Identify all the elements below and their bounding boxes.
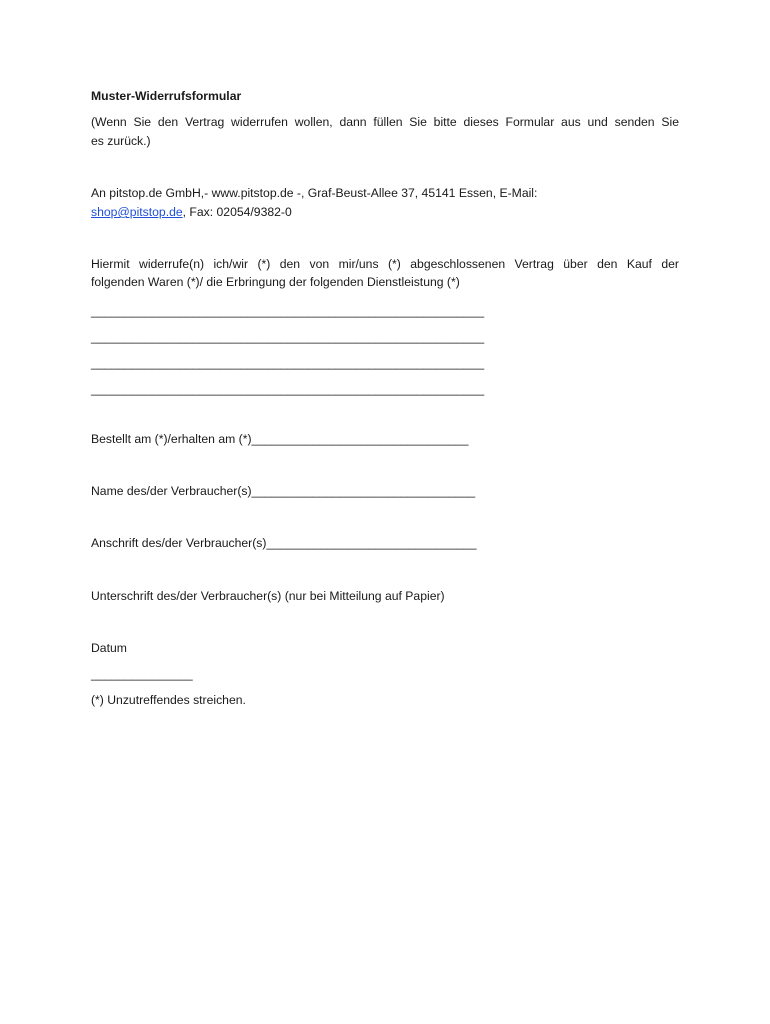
blank-line-2: __________________________________________________________ — [91, 330, 485, 344]
intro-text-line-1: (Wenn Sie den Vertrag widerrufen wollen, dann füllen Sie bitte dieses Formular aus und senden Sie — [91, 115, 679, 129]
ordered-received-field: Bestellt am (*)/erhalten am (*)________________________________ — [91, 432, 469, 446]
footnote: (*) Unzutreffendes streichen. — [91, 693, 246, 707]
intro-text-line-2: es zurück.) — [91, 134, 151, 148]
date-line: _______________ — [91, 667, 193, 681]
blank-line-3: __________________________________________________________ — [91, 356, 485, 370]
blank-line-4: __________________________________________________________ — [91, 382, 485, 396]
consumer-name-field: Name des/der Verbraucher(s)_________________________________ — [91, 484, 476, 498]
date-label: Datum — [91, 641, 127, 655]
blank-line-1: __________________________________________________________ — [91, 304, 485, 318]
document-title: Muster-Widerrufsformular — [91, 89, 242, 103]
statement-line-1: Hiermit widerrufe(n) ich/wir (*) den von mir/uns (*) abgeschlossenen Vertrag über den Kauf der — [91, 257, 679, 271]
email-link[interactable]: shop@pitstop.de — [91, 205, 183, 219]
consumer-address-field: Anschrift des/der Verbraucher(s)_______________________________ — [91, 536, 477, 550]
fax-text: , Fax: 02054/9382-0 — [182, 205, 292, 219]
address-line-2 — [91, 204, 292, 220]
address-line-1: An pitstop.de GmbH,- www.pitstop.de -, Graf-Beust-Allee 37, 45141 Essen, E-Mail: — [91, 186, 538, 200]
statement-line-2: folgenden Waren (*)/ die Erbringung der folgenden Dienstleistung (*) — [91, 275, 460, 289]
signature-field: Unterschrift des/der Verbraucher(s) (nur bei Mitteilung auf Papier) — [91, 589, 445, 603]
